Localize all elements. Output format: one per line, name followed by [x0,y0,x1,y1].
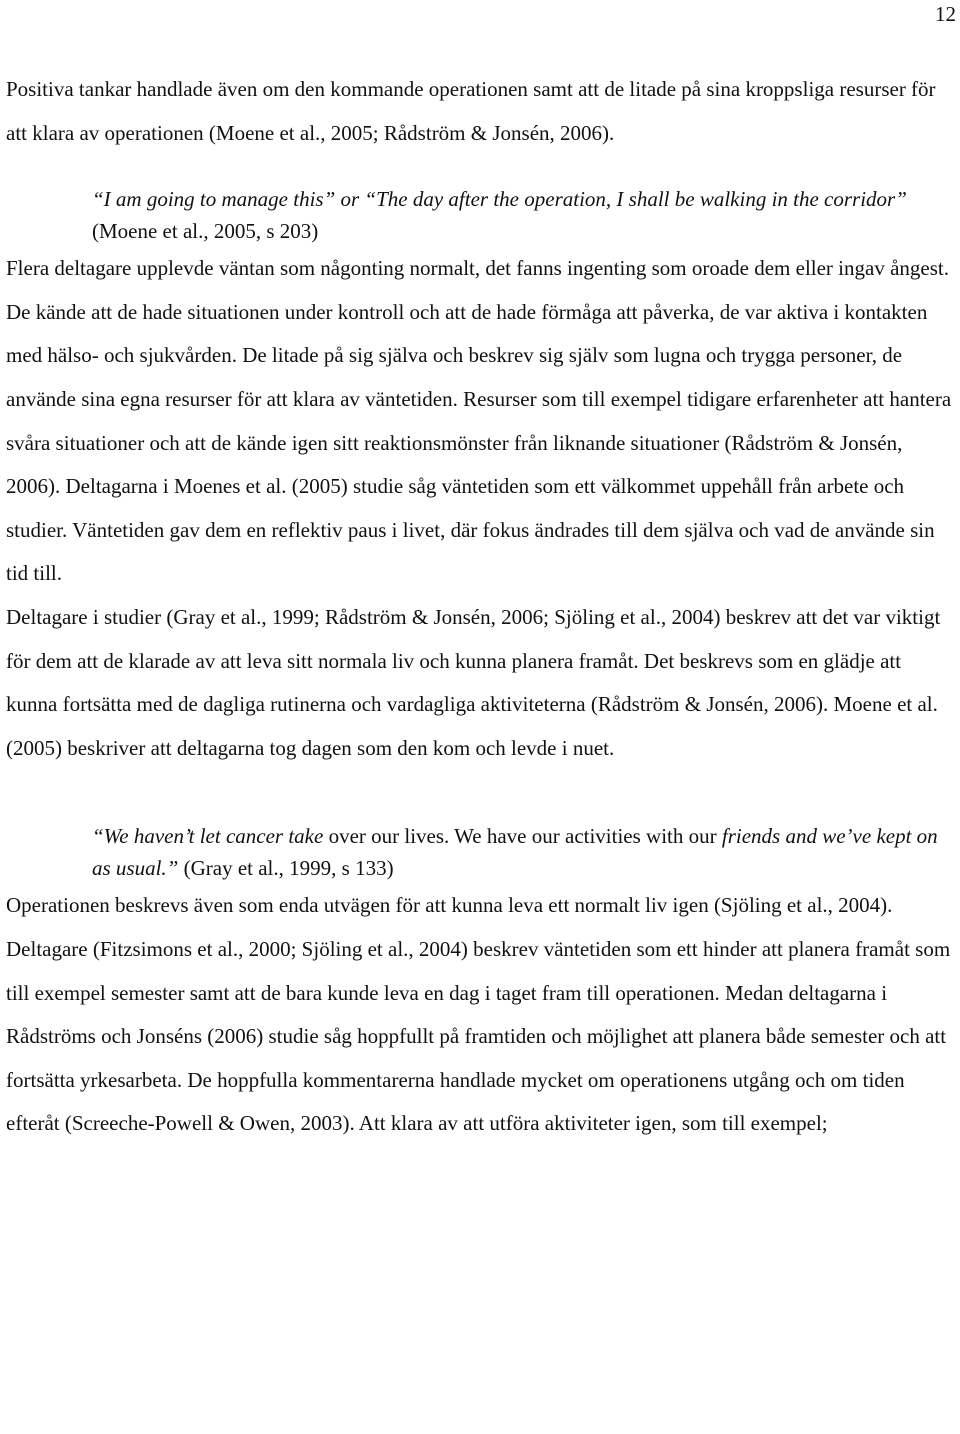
quote-text-part3: friends and we’ve kept on as usual.” [92,824,938,881]
block-quote-moene [6,183,956,247]
quote-text-part2: over our lives. We have our activities with our [323,824,722,849]
quote-text-part1: “We haven’t let cancer take [92,824,324,849]
block-quote-gray [6,820,956,884]
page-content [6,68,956,1146]
paragraph-operation-only-way: Operationen beskrevs även som enda utvägen för att kunna leva ett normalt liv igen (Sjöling et al., 2004). Deltagare (Fitzsimons et al., 2000; Sjöling et al., 2004) beskrev väntetiden som ett hinder att planera framåt som till exempel semester samt att de bara kunde leva en dag i taget fram till operationen. Medan deltagarna i Rådströms och Jonséns (2006) studie såg hoppfullt på framtiden och möjlighet att planera både semester och att fortsätta yrkesarbeta. De hoppfulla kommentarerna handlade mycket om operationens utgång och om tiden efteråt (Screeche-Powell & Owen, 2003). Att klara av att utföra aktiviteter igen, som till exempel; [6,893,951,1136]
page-number: 12 [935,2,956,26]
quote-citation: (Moene et al., 2005, s 203) [92,219,319,244]
paragraph-positive-thoughts: Positiva tankar handlade även om den kommande operationen samt att de litade på sina kroppsliga resurser för att klara av operationen (Moene et al., 2005; Rådström & Jonsén, 2006). [6,77,936,145]
quote-text: “I am going to manage this” or “The day after the operation, I shall be walking in the corridor” [92,187,907,212]
paragraph-waiting-normal: Flera deltagare upplevde väntan som någonting normalt, det fanns ingenting som oroade dem eller ingav ångest. De kände att de hade situationen under kontroll och att de hade förmåga att påverka, de var aktiva i kontakten med hälso- och sjukvården. De litade på sig själva och beskrev sig själv som lugna och trygga personer, de använde sina egna resurser för att klara av väntetiden. Resurser som till exempel tidigare erfarenheter att hantera svåra situationer och att de kände igen sitt reaktionsmönster från liknande situationer (Rådström & Jonsén, 2006). Deltagarna i Moenes et al. (2005) studie såg väntetiden som ett välkommet uppehåll från arbete och studier. Väntetiden gav dem en reflektiv paus i livet, där fokus ändrades till dem själva och vad de använde sin tid till. [6,256,952,586]
quote-citation: (Gray et al., 1999, s 133) [178,856,394,881]
paragraph-normal-life: Deltagare i studier (Gray et al., 1999; Rådström & Jonsén, 2006; Sjöling et al., 2004) beskrev att det var viktigt för dem att de klarade av att leva sitt normala liv och kunna planera framåt. Det beskrevs som en glädje att kunna fortsätta med de dagliga rutinerna och vardagliga aktiviteterna (Rådström & Jonsén, 2006). Moene et al. (2005) beskriver att deltagarna tog dagen som den kom och levde i nuet. [6,604,941,760]
